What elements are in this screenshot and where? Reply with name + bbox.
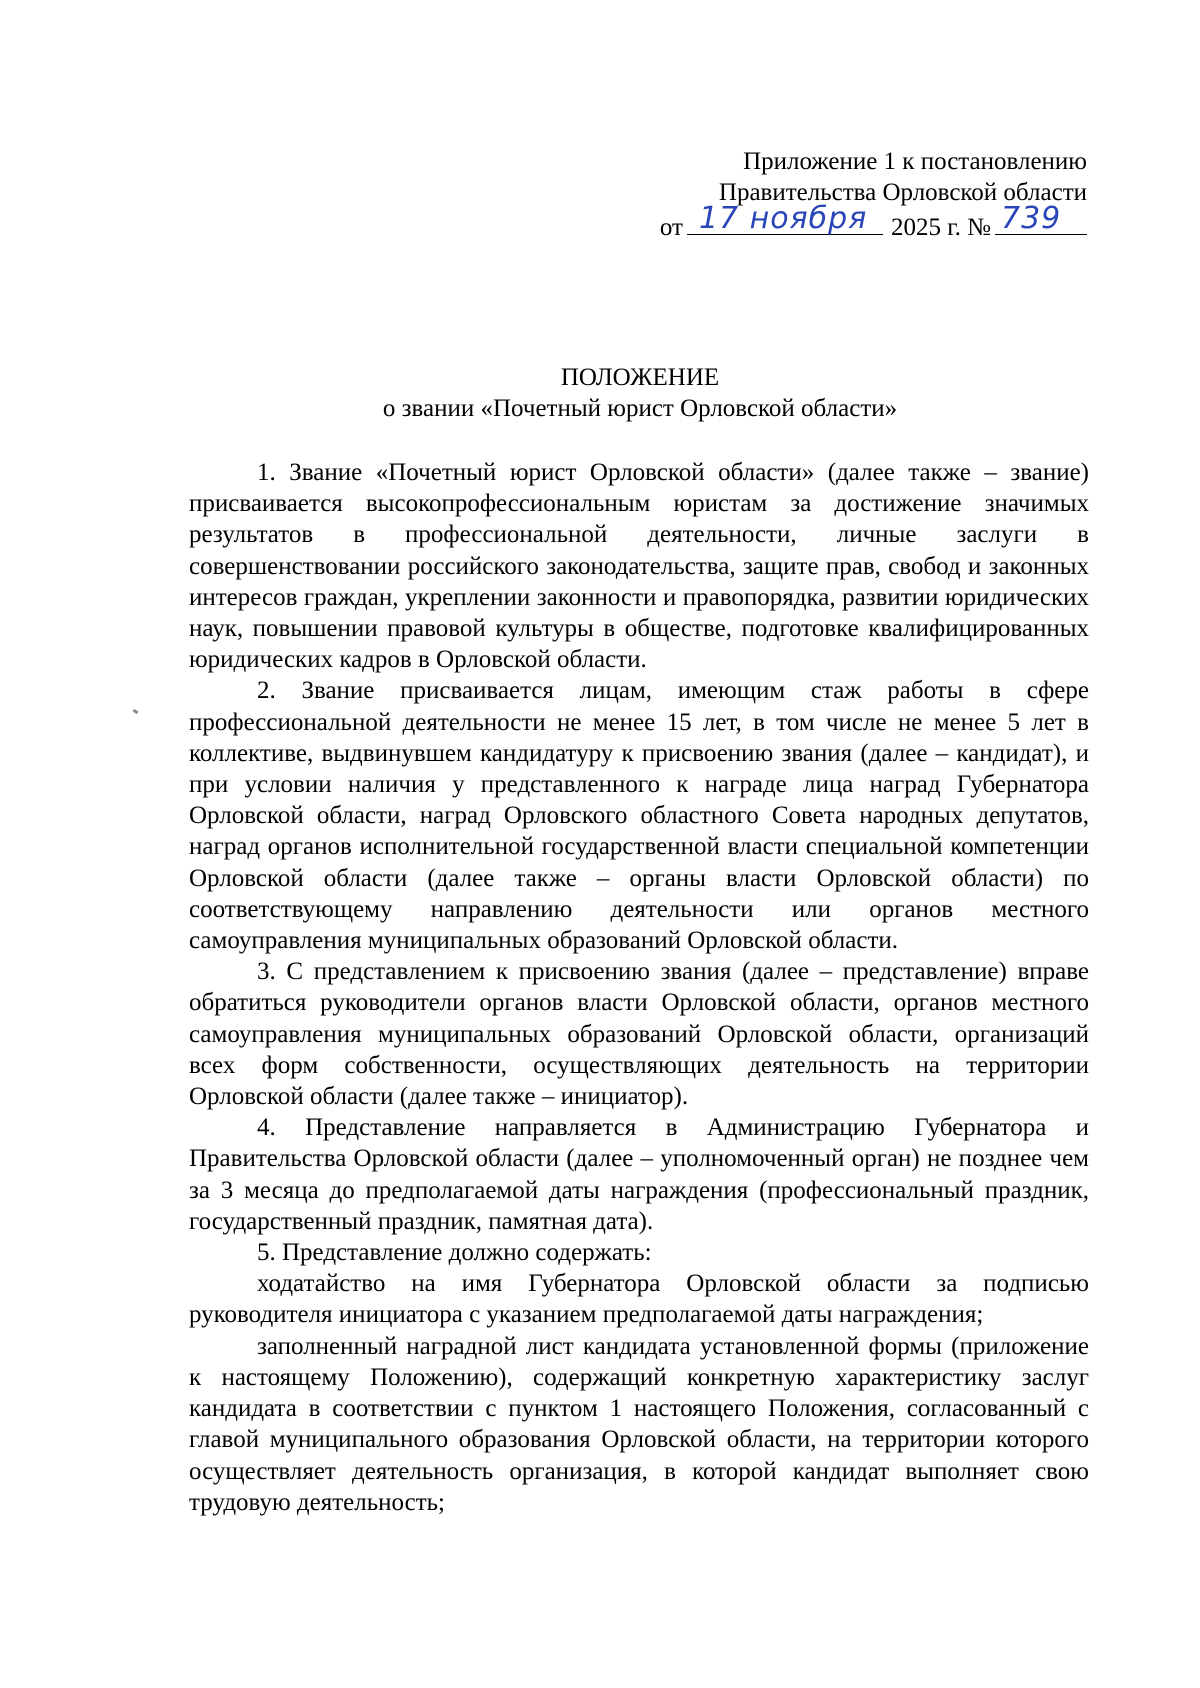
title-heading: ПОЛОЖЕНИЕ (560, 364, 720, 391)
handwritten-date: 17 ноября (698, 201, 868, 236)
paragraph: заполненный наградной лист кандидата установленной формы (приложение к настоящему Положению), содержащий конкретную характеристику заслуг кандидата в соответствии с пунктом 1 настоящего Положения, согласованный с главой муниципального образования Орловской области, на территории которого осуществляет деятельность организация, в которой кандидат выполняет свою трудовую деятельность; (189, 1332, 1089, 1516)
document-body (189, 457, 1089, 1518)
year-number-label: 2025 г. № (890, 214, 991, 241)
paragraph: 1. Звание «Почетный юрист Орловской области» (далее также – звание) присваивается высокопрофессиональным юристам за достижение значимых результатов в профессиональной деятельности, личные заслуги в совершенствовании российского законодательства, защите прав, свобод и законных интересов граждан, укреплении законности и правопорядка, развитии юридических наук, повышении правовой культуры в обществе, подготовке квалифицированных юридических кадров в Орловской области. (189, 459, 1089, 674)
annex-line-1: Приложение 1 к постановлению (743, 148, 1087, 175)
scan-speck (133, 709, 139, 714)
paragraph: 3. С представлением к присвоению звания (далее – представление) вправе обратиться руководители органов власти Орловской области, органов местного самоуправления муниципальных образований Орловской области, организаций всех форм собственности, осуществляющих деятельность на территории Орловской области (далее также – инициатор). (189, 958, 1089, 1111)
date-field (687, 201, 883, 236)
paragraph: 4. Представление направляется в Администрацию Губернатора и Правительства Орловской области (далее – уполномоченный орган) не позднее чем за 3 месяца до предполагаемой даты награждения (профессиональный праздник, государственный праздник, памятная дата). (189, 1114, 1089, 1235)
number-field (995, 201, 1087, 236)
paragraph: 5. Представление должно содержать: (257, 1239, 652, 1267)
paragraph: ходатайство на имя Губернатора Орловской области за подписью руководителя инициатора с указанием предполагаемой даты награждения; (189, 1270, 1089, 1329)
from-label: от (659, 214, 683, 241)
annex-line-2: Правительства Орловской области (718, 179, 1087, 206)
document-title (0, 362, 1200, 424)
title-subheading: о звании «Почетный юрист Орловской области» (382, 395, 898, 422)
annex-header (660, 146, 1087, 243)
annex-date-line (659, 201, 1087, 243)
handwritten-number: 739 (1001, 201, 1062, 236)
paragraph: 2. Звание присваивается лицам, имеющим стаж работы в сфере профессиональной деятельности не менее 15 лет, в том числе не менее 5 лет в коллективе, выдвинувшем кандидатуру к присвоению звания (далее – кандидат), и при условии наличия у представленного к награде лица наград Губернатора Орловской области, наград Орловского областного Совета народных депутатов, наград органов исполнительной государственной власти специальной компетенции Орловской области (далее также – органы власти Орловской области) по соответствующему направлению деятельности или органов местного самоуправления муниципальных образований Орловской области. (189, 677, 1089, 955)
